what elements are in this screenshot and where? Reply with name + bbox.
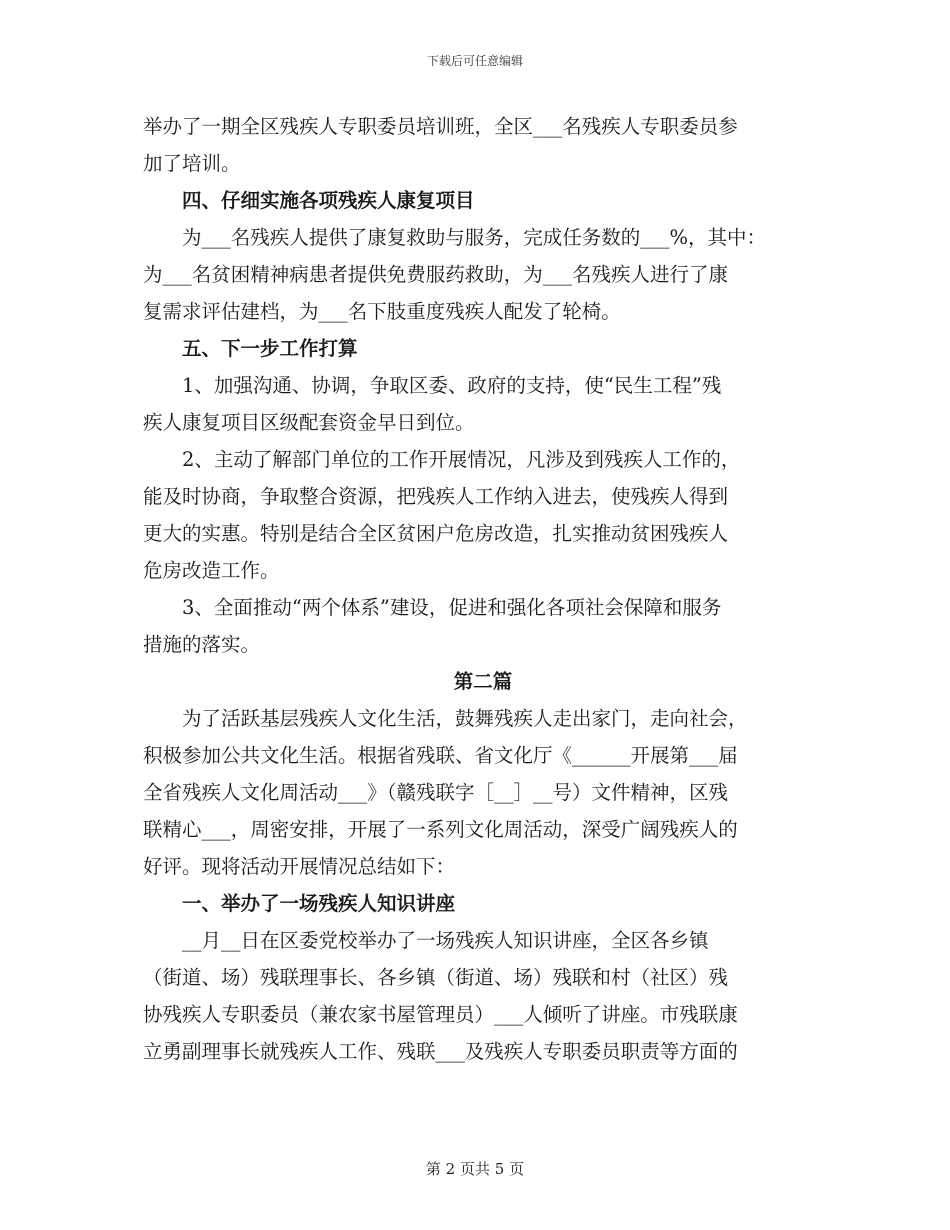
text-line: 协残疾人专职委员（兼农家书屋管理员）___人倾听了讲座。市残联康 [143, 1003, 738, 1026]
text-line: 立勇副理事长就残疾人工作、残联___及残疾人专职委员职责等方面的 [143, 1040, 738, 1063]
text-line: 能及时协商，争取整合资源，把残疾人工作纳入进去，使残疾人得到 [143, 485, 729, 508]
paragraph-plan-2 [143, 441, 823, 589]
section-heading-5: 五、下一步工作打算 [182, 337, 358, 360]
text-line: 举办了一期全区残疾人专职委员培训班，全区___名残疾人专职委员参 [143, 115, 738, 138]
paragraph-continuation [143, 108, 823, 182]
text-line: 措施的落实。 [143, 633, 261, 656]
paragraph-plan-1 [143, 367, 823, 441]
section-heading-1: 一、举办了一场残疾人知识讲座 [182, 892, 456, 915]
text-line: __月__日在区委党校举办了一场残疾人知识讲座，全区各乡镇 [182, 929, 709, 952]
text-line: 好评。现将活动开展情况总结如下： [143, 855, 456, 878]
section-heading-4: 四、仔细实施各项残疾人康复项目 [182, 189, 475, 212]
text-line: （街道、场）残联理事长、各乡镇（街道、场）残联和村（社区）残 [143, 966, 729, 989]
section-title: 第二篇 [453, 670, 513, 693]
paragraph-rehab [143, 219, 823, 330]
text-line: 复需求评估建档，为___名下肢重度残疾人配发了轮椅。 [143, 300, 621, 323]
text-line: 为了活跃基层残疾人文化生活，鼓舞残疾人走出家门，走向社会， [182, 707, 748, 730]
text-line: 为___名残疾人提供了康复救助与服务，完成任务数的___%，其中： [182, 226, 767, 249]
text-line: 1、加强沟通、协调，争取区委、政府的支持，使“民生工程”残 [182, 374, 722, 397]
text-line: 3、全面推动“两个体系”建设，促进和强化各项社会保障和服务 [182, 596, 722, 619]
document-body [143, 108, 823, 1070]
page-header: 下载后可任意编辑 [426, 54, 523, 68]
paragraph-plan-3 [143, 589, 823, 663]
text-line: 危房改造工作。 [143, 559, 280, 582]
text-line: 全省残疾人文化周活动___》（赣残联字［__］__号）文件精神，区残 [143, 781, 729, 804]
text-line: 更大的实惠。特别是结合全区贫困户危房改造，扎实推动贫困残疾人 [143, 522, 729, 545]
paragraph-lecture [143, 922, 823, 1070]
page-footer: 第 2 页共 5 页 [425, 1160, 525, 1178]
text-line: 联精心___，周密安排，开展了一系列文化周活动，深受广阔残疾人的 [143, 818, 738, 841]
text-line: 积极参加公共文化生活。根据省残联、省文化厅《______开展第___届 [143, 744, 738, 767]
paragraph-intro [143, 700, 823, 885]
text-line: 为___名贫困精神病患者提供免费服药救助，为___名残疾人进行了康 [143, 263, 729, 286]
text-line: 2、主动了解部门单位的工作开展情况，凡涉及到残疾人工作的， [182, 448, 741, 471]
text-line: 疾人康复项目区级配套资金早日到位。 [143, 411, 475, 434]
text-line: 加了培训。 [143, 152, 241, 175]
